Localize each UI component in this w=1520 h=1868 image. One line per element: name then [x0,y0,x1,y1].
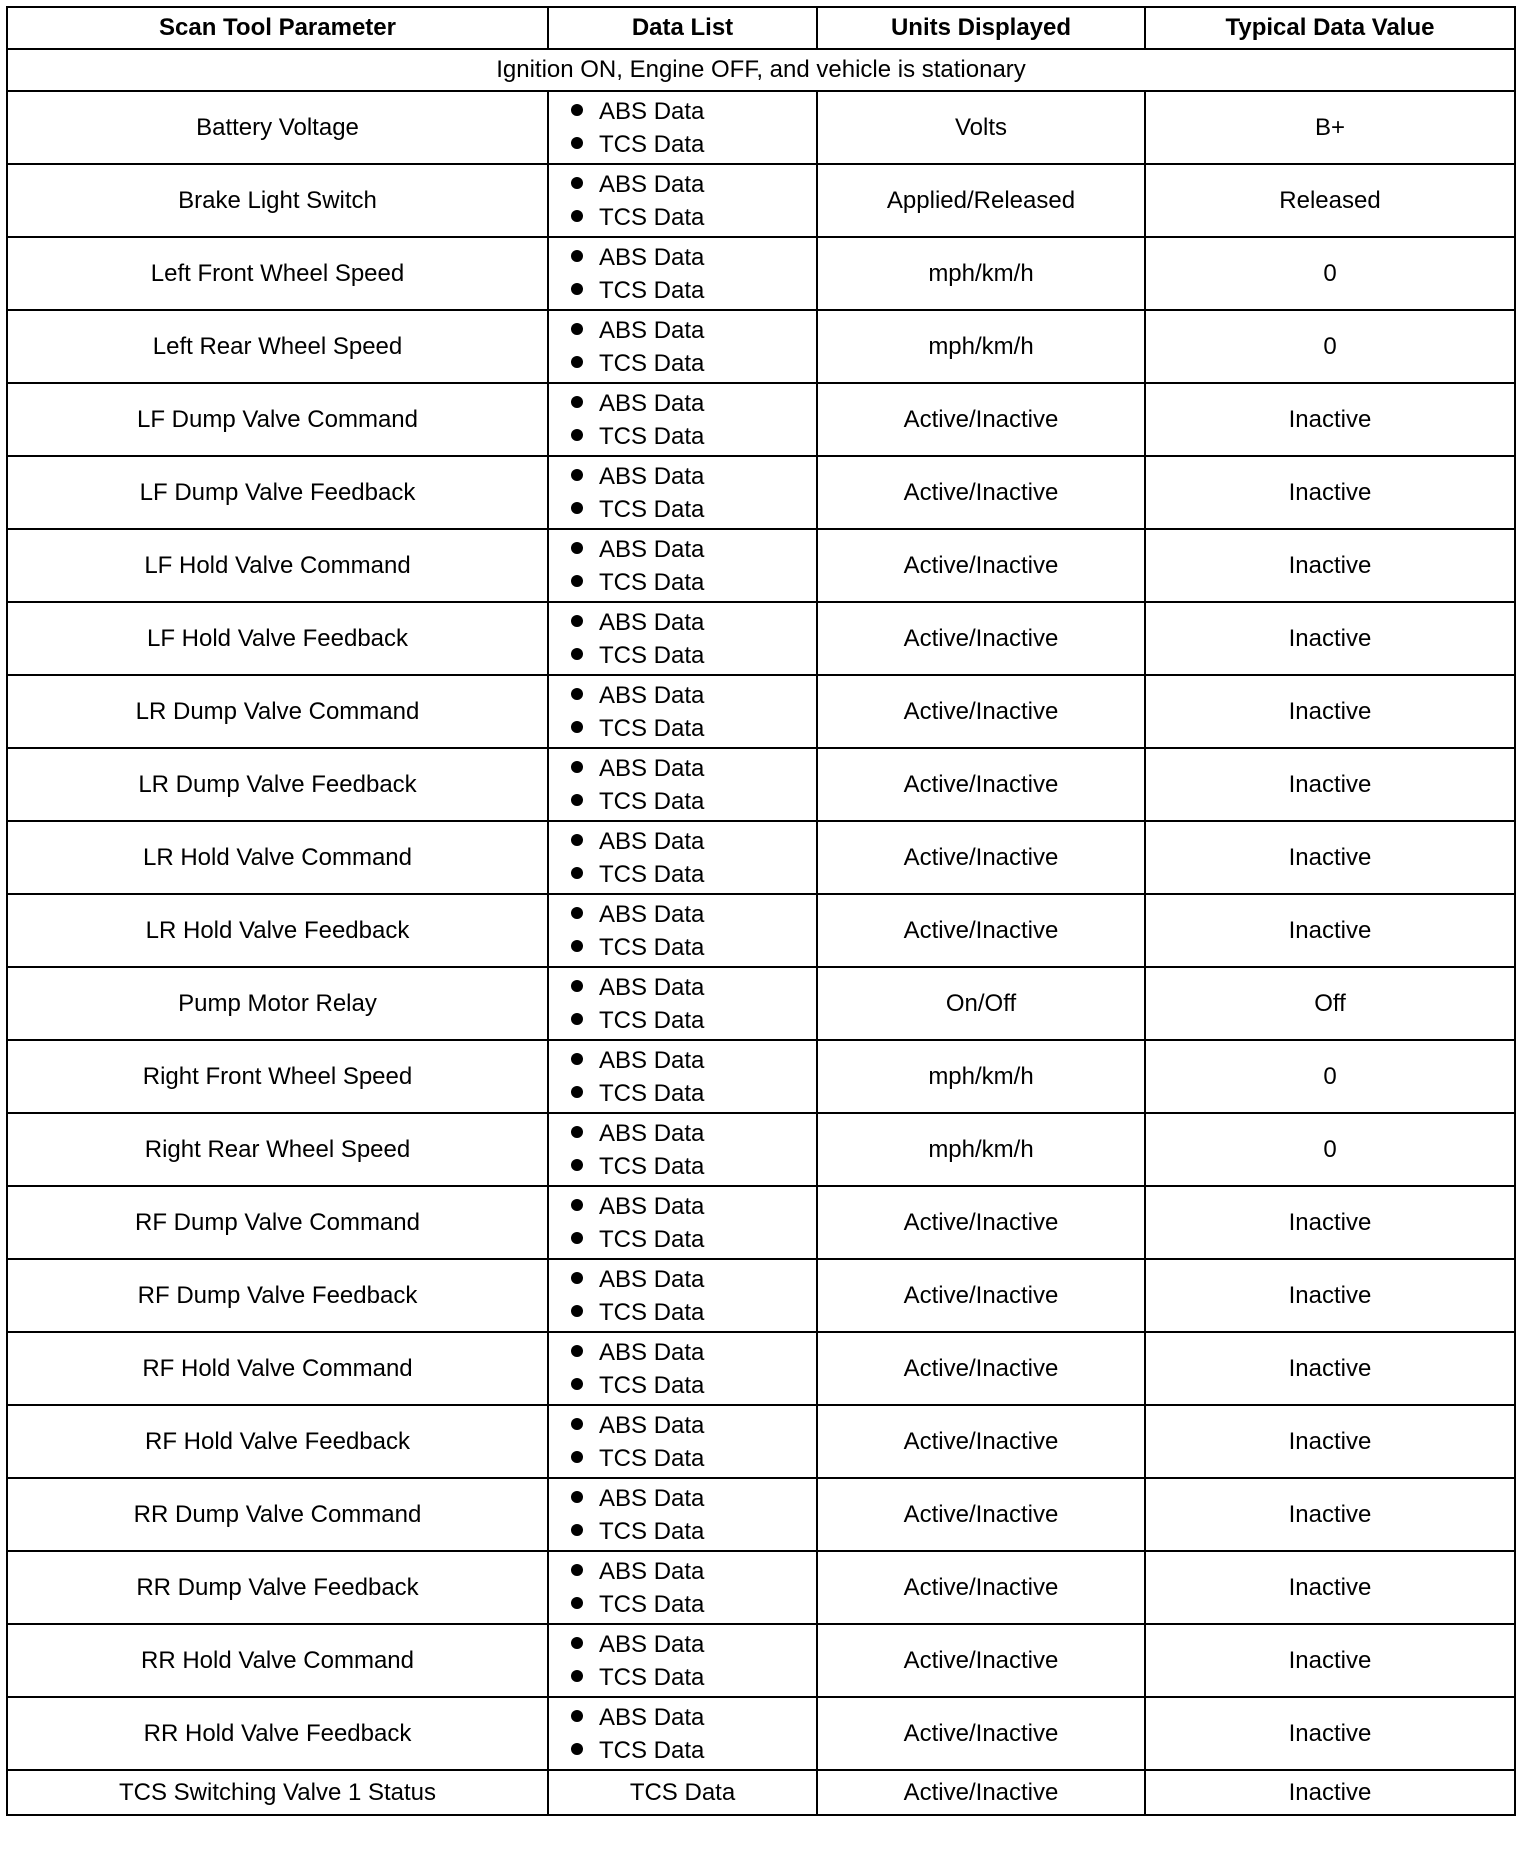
cell-units: mph/km/h [817,1040,1145,1113]
data-list-item [571,566,816,599]
bullet-icon [571,210,583,222]
data-list-item [571,1004,816,1037]
cell-parameter: RR Hold Valve Command [7,1624,548,1697]
bullet-icon [571,867,583,879]
bullet-icon [571,721,583,733]
cell-data-list [548,456,817,529]
bullet-icon [571,323,583,335]
data-list-label: ABS Data [599,827,705,855]
cell-data-list [548,529,817,602]
cell-units: Active/Inactive [817,1478,1145,1551]
data-list-item [571,639,816,672]
table-row [7,602,1515,675]
bullet-icon [571,1418,583,1430]
cell-parameter: TCS Switching Valve 1 Status [7,1770,548,1815]
data-list-item [571,752,816,785]
cell-typical-value: Inactive [1145,1259,1515,1332]
cell-typical-value: Inactive [1145,675,1515,748]
bullet-icon [571,1451,583,1463]
data-list-label: ABS Data [599,681,705,709]
data-list-label: ABS Data [599,1265,705,1293]
cell-parameter: LR Dump Valve Feedback [7,748,548,821]
table-row [7,1332,1515,1405]
data-list-label: ABS Data [599,389,705,417]
cell-data-list [548,164,817,237]
data-list-label: TCS Data [599,1663,705,1691]
bullet-icon [571,1013,583,1025]
cell-typical-value: Inactive [1145,383,1515,456]
cell-units: Active/Inactive [817,383,1145,456]
cell-data-list [548,748,817,821]
bullet-icon [571,1345,583,1357]
cell-parameter: Right Front Wheel Speed [7,1040,548,1113]
cell-parameter: Brake Light Switch [7,164,548,237]
table-row [7,456,1515,529]
bullet-icon [571,1524,583,1536]
cell-units: Active/Inactive [817,675,1145,748]
bullet-icon [571,615,583,627]
data-list-label: TCS Data [599,860,705,888]
cell-data-list [548,1551,817,1624]
header-typical-data-value: Typical Data Value [1145,7,1515,49]
cell-data-list [548,237,817,310]
data-list-label: ABS Data [599,1484,705,1512]
cell-typical-value: Inactive [1145,1405,1515,1478]
bullet-icon [571,502,583,514]
data-list-item [571,785,816,818]
table-row [7,1624,1515,1697]
data-list-label: TCS Data [599,203,705,231]
table-row [7,237,1515,310]
data-list-label: ABS Data [599,1630,705,1658]
bullet-icon [571,1272,583,1284]
bullet-icon [571,980,583,992]
cell-parameter: Left Rear Wheel Speed [7,310,548,383]
cell-data-list [548,675,817,748]
data-list-item [571,128,816,161]
data-list-label: TCS Data [599,641,705,669]
cell-data-list [548,1040,817,1113]
cell-typical-value: 0 [1145,237,1515,310]
data-list-label: ABS Data [599,316,705,344]
table-row [7,1405,1515,1478]
bullet-icon [571,575,583,587]
data-list-item [571,1369,816,1402]
data-list-item [571,1442,816,1475]
cell-data-list: TCS Data [548,1770,817,1815]
data-list-item [571,1044,816,1077]
cell-parameter: LF Dump Valve Feedback [7,456,548,529]
data-list-item [571,1296,816,1329]
data-list-item [571,971,816,1004]
cell-units: Active/Inactive [817,1551,1145,1624]
cell-units: Volts [817,91,1145,164]
data-list-item [571,1409,816,1442]
data-list-label: TCS Data [599,1225,705,1253]
bullet-icon [571,1126,583,1138]
table-row [7,1259,1515,1332]
bullet-icon [571,396,583,408]
data-list-item [571,931,816,964]
cell-typical-value: Off [1145,967,1515,1040]
data-list-item [571,1734,816,1767]
data-list-label: ABS Data [599,754,705,782]
cell-units: Active/Inactive [817,1405,1145,1478]
bullet-icon [571,761,583,773]
cell-units: On/Off [817,967,1145,1040]
cell-units: Active/Inactive [817,748,1145,821]
data-list-label: TCS Data [599,1152,705,1180]
cell-data-list [548,1697,817,1770]
bullet-icon [571,907,583,919]
cell-units: Active/Inactive [817,1697,1145,1770]
data-list-item [571,858,816,891]
bullet-icon [571,429,583,441]
cell-data-list [548,1478,817,1551]
cell-data-list [548,91,817,164]
data-list-label: TCS Data [599,714,705,742]
data-list-label: TCS Data [599,130,705,158]
bullet-icon [571,1637,583,1649]
data-list-label: TCS Data [599,1590,705,1618]
data-list-label: TCS Data [599,495,705,523]
data-list-label: ABS Data [599,1338,705,1366]
cell-units: Active/Inactive [817,894,1145,967]
cell-units: mph/km/h [817,310,1145,383]
data-list-item [571,1150,816,1183]
data-list-item [571,314,816,347]
cell-typical-value: Inactive [1145,1624,1515,1697]
data-list-item [571,1263,816,1296]
data-list-label: ABS Data [599,170,705,198]
data-list-label: TCS Data [599,1517,705,1545]
scan-tool-data-table [6,6,1516,1816]
data-list-label: ABS Data [599,1046,705,1074]
cell-units: Active/Inactive [817,529,1145,602]
data-list-label: TCS Data [599,1298,705,1326]
cell-data-list [548,1186,817,1259]
data-list-label: TCS Data [599,422,705,450]
data-list-item [571,533,816,566]
data-list-item [571,274,816,307]
data-list-item [571,1117,816,1150]
data-list-label: ABS Data [599,1119,705,1147]
cell-parameter: RF Dump Valve Command [7,1186,548,1259]
cell-parameter: RF Hold Valve Feedback [7,1405,548,1478]
data-list-label: ABS Data [599,973,705,1001]
header-data-list: Data List [548,7,817,49]
data-list-label: TCS Data [599,787,705,815]
bullet-icon [571,1491,583,1503]
cell-units: mph/km/h [817,237,1145,310]
cell-units: Active/Inactive [817,602,1145,675]
header-scan-tool-parameter: Scan Tool Parameter [7,7,548,49]
bullet-icon [571,1743,583,1755]
cell-typical-value: Inactive [1145,1332,1515,1405]
cell-units: Active/Inactive [817,1259,1145,1332]
data-list-item [571,1482,816,1515]
condition-row [7,49,1515,91]
bullet-icon [571,794,583,806]
bullet-icon [571,250,583,262]
cell-parameter: Left Front Wheel Speed [7,237,548,310]
data-list-item [571,1190,816,1223]
table-row [7,1186,1515,1259]
cell-typical-value: Inactive [1145,1186,1515,1259]
data-list-item [571,493,816,526]
cell-data-list [548,383,817,456]
data-list-label: TCS Data [599,933,705,961]
cell-typical-value: Inactive [1145,1697,1515,1770]
table-row [7,748,1515,821]
bullet-icon [571,1159,583,1171]
data-list-label: TCS Data [599,276,705,304]
cell-data-list [548,602,817,675]
data-list-item [571,387,816,420]
cell-typical-value: Inactive [1145,1770,1515,1815]
cell-units: Active/Inactive [817,1624,1145,1697]
document-sheet [6,6,1514,1816]
data-list-item [571,241,816,274]
bullet-icon [571,940,583,952]
cell-typical-value: B+ [1145,91,1515,164]
data-list-item [571,1077,816,1110]
bullet-icon [571,688,583,700]
cell-parameter: LF Dump Valve Command [7,383,548,456]
cell-parameter: RR Hold Valve Feedback [7,1697,548,1770]
bullet-icon [571,1378,583,1390]
cell-units: Active/Inactive [817,1332,1145,1405]
cell-parameter: RF Hold Valve Command [7,1332,548,1405]
bullet-icon [571,177,583,189]
cell-parameter: LR Hold Valve Feedback [7,894,548,967]
cell-typical-value: Inactive [1145,821,1515,894]
data-list-label: TCS Data [599,568,705,596]
cell-typical-value: 0 [1145,1113,1515,1186]
table-row [7,383,1515,456]
data-list-label: TCS Data [599,1371,705,1399]
bullet-icon [571,1199,583,1211]
cell-data-list [548,967,817,1040]
bullet-icon [571,356,583,368]
bullet-icon [571,648,583,660]
data-list-label: ABS Data [599,243,705,271]
cell-parameter: LF Hold Valve Feedback [7,602,548,675]
data-list-label: TCS Data [599,1079,705,1107]
cell-parameter: Pump Motor Relay [7,967,548,1040]
data-list-label: ABS Data [599,1557,705,1585]
cell-data-list [548,1332,817,1405]
bullet-icon [571,104,583,116]
cell-data-list [548,1624,817,1697]
cell-units: Active/Inactive [817,456,1145,529]
data-list-label: ABS Data [599,1411,705,1439]
cell-parameter: LR Hold Valve Command [7,821,548,894]
data-list-label: ABS Data [599,608,705,636]
data-list-label: TCS Data [599,1444,705,1472]
table-row [7,675,1515,748]
data-list-item [571,95,816,128]
data-list-item [571,1515,816,1548]
cell-typical-value: Inactive [1145,748,1515,821]
table-row [7,310,1515,383]
cell-data-list [548,1259,817,1332]
data-list-label: ABS Data [599,1703,705,1731]
data-list-item [571,825,816,858]
cell-typical-value: 0 [1145,1040,1515,1113]
cell-units: Applied/Released [817,164,1145,237]
cell-typical-value: Inactive [1145,602,1515,675]
table-row [7,894,1515,967]
table-row [7,967,1515,1040]
bullet-icon [571,1053,583,1065]
table-header-row [7,7,1515,49]
cell-parameter: RR Dump Valve Command [7,1478,548,1551]
header-units-displayed: Units Displayed [817,7,1145,49]
data-list-item [571,1588,816,1621]
data-list-label: TCS Data [599,1006,705,1034]
bullet-icon [571,1305,583,1317]
data-list-item [571,1336,816,1369]
bullet-icon [571,469,583,481]
bullet-icon [571,834,583,846]
cell-data-list [548,1113,817,1186]
data-list-item [571,712,816,745]
data-list-item [571,168,816,201]
data-list-label: ABS Data [599,535,705,563]
data-list-item [571,898,816,931]
cell-parameter: LR Dump Valve Command [7,675,548,748]
data-list-item [571,1555,816,1588]
data-list-item [571,1701,816,1734]
table-row [7,1551,1515,1624]
cell-typical-value: Released [1145,164,1515,237]
bullet-icon [571,137,583,149]
cell-parameter: Battery Voltage [7,91,548,164]
cell-parameter: Right Rear Wheel Speed [7,1113,548,1186]
data-list-item [571,1661,816,1694]
data-list-label: ABS Data [599,900,705,928]
data-list-label: ABS Data [599,462,705,490]
data-list-item [571,460,816,493]
cell-units: mph/km/h [817,1113,1145,1186]
table-row [7,164,1515,237]
bullet-icon [571,1670,583,1682]
cell-parameter: RR Dump Valve Feedback [7,1551,548,1624]
cell-typical-value: Inactive [1145,456,1515,529]
bullet-icon [571,1086,583,1098]
table-row [7,1040,1515,1113]
bullet-icon [571,1710,583,1722]
cell-typical-value: Inactive [1145,1551,1515,1624]
data-list-label: TCS Data [599,349,705,377]
cell-typical-value: Inactive [1145,894,1515,967]
table-row [7,1770,1515,1815]
data-list-label: TCS Data [599,1736,705,1764]
table-row [7,1697,1515,1770]
cell-typical-value: 0 [1145,310,1515,383]
cell-data-list [548,1405,817,1478]
data-list-label: ABS Data [599,97,705,125]
table-row [7,91,1515,164]
cell-data-list [548,310,817,383]
table-row [7,529,1515,602]
table-row [7,1113,1515,1186]
data-list-item [571,201,816,234]
table-row [7,1478,1515,1551]
data-list-item [571,1223,816,1256]
cell-data-list [548,821,817,894]
data-list-item [571,1628,816,1661]
bullet-icon [571,1232,583,1244]
data-list-item [571,606,816,639]
bullet-icon [571,1564,583,1576]
cell-units: Active/Inactive [817,821,1145,894]
table-body [7,49,1515,1815]
bullet-icon [571,542,583,554]
cell-data-list [548,894,817,967]
data-list-label: ABS Data [599,1192,705,1220]
bullet-icon [571,1597,583,1609]
data-list-item [571,679,816,712]
condition-text: Ignition ON, Engine OFF, and vehicle is stationary [7,49,1515,91]
bullet-icon [571,283,583,295]
cell-typical-value: Inactive [1145,529,1515,602]
cell-units: Active/Inactive [817,1770,1145,1815]
cell-parameter: RF Dump Valve Feedback [7,1259,548,1332]
cell-units: Active/Inactive [817,1186,1145,1259]
cell-typical-value: Inactive [1145,1478,1515,1551]
table-row [7,821,1515,894]
data-list-item [571,420,816,453]
cell-parameter: LF Hold Valve Command [7,529,548,602]
data-list-item [571,347,816,380]
